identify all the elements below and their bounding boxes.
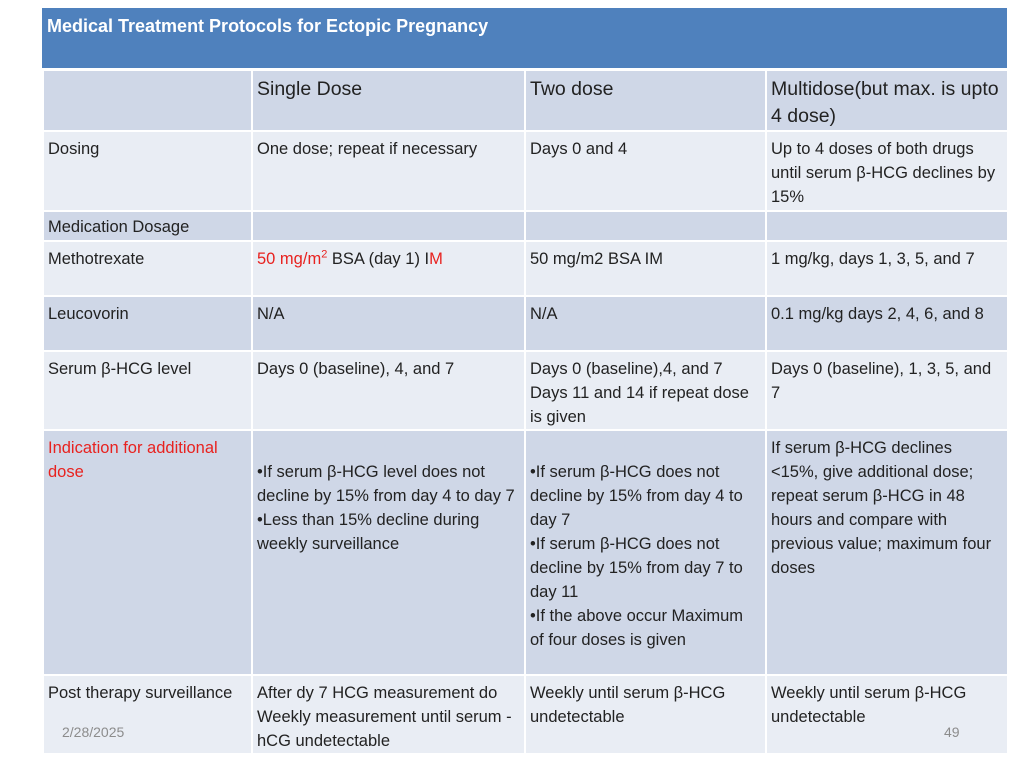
- header-two-dose: Two dose: [525, 70, 766, 131]
- cell-single: After dy 7 HCG measurement do Weekly measurement until serum -hCG undetectable: [252, 675, 525, 754]
- cell-single: [252, 241, 525, 296]
- dose-highlight: 50 mg/m: [257, 250, 322, 268]
- row-label: Dosing: [43, 131, 252, 211]
- header-multidose: Multidose(but max. is upto 4 dose): [766, 70, 1008, 131]
- list-item: •Less than 15% decline during weekly surveillance: [257, 511, 480, 553]
- header-single-dose: Single Dose: [252, 70, 525, 131]
- slide-title: Medical Treatment Protocols for Ectopic Pregnancy: [42, 8, 1007, 68]
- cell-empty: [766, 211, 1008, 241]
- cell-multi: Days 0 (baseline), 1, 3, 5, and 7: [766, 351, 1008, 430]
- cell-multi: Weekly until serum β-HCG undetectable: [766, 675, 1008, 754]
- row-label: Methotrexate: [43, 241, 252, 296]
- cell-single: N/A: [252, 296, 525, 351]
- row-label: Serum β-HCG level: [43, 351, 252, 430]
- cell-single: [252, 430, 525, 675]
- table-row-serum: [43, 351, 1008, 430]
- cell-two: N/A: [525, 296, 766, 351]
- cell-two: Weekly until serum β-HCG undetectable: [525, 675, 766, 754]
- row-label: Medication Dosage: [43, 211, 252, 241]
- row-label: Post therapy surveillance: [43, 675, 252, 754]
- list-item: •If serum β-HCG does not decline by 15% from day 7 to day 11: [530, 535, 743, 601]
- row-label: Leucovorin: [43, 296, 252, 351]
- page-number: 49: [944, 724, 960, 740]
- cell-two: 50 mg/m2 BSA IM: [525, 241, 766, 296]
- header-cell-empty: [43, 70, 252, 131]
- table-row-dosing: [43, 131, 1008, 211]
- cell-two: Days 0 and 4: [525, 131, 766, 211]
- cell-multi: If serum β-HCG declines <15%, give additional dose; repeat serum β-HCG in 48 hours and compare with previous value; maximum four doses: [766, 430, 1008, 675]
- cell-single: One dose; repeat if necessary: [252, 131, 525, 211]
- cell-empty: [525, 211, 766, 241]
- dose-text: BSA (day 1) I: [327, 250, 430, 268]
- cell-empty: [252, 211, 525, 241]
- cell-multi: 1 mg/kg, days 1, 3, 5, and 7: [766, 241, 1008, 296]
- list-item: •If serum β-HCG does not decline by 15% from day 4 to day 7: [530, 463, 743, 529]
- cell-two: Days 0 (baseline),4, and 7 Days 11 and 14 if repeat dose is given: [525, 351, 766, 430]
- table-row-leucovorin: [43, 296, 1008, 351]
- slide-date: 2/28/2025: [62, 724, 125, 740]
- row-label: Indication for additional dose: [43, 430, 252, 675]
- dose-superscript: 2: [321, 248, 328, 261]
- cell-multi: 0.1 mg/kg days 2, 4, 6, and 8: [766, 296, 1008, 351]
- cell-multi: Up to 4 doses of both drugs until serum β-HCG declines by 15%: [766, 131, 1008, 211]
- table-row-methotrexate: [43, 241, 1008, 296]
- table-row-post-therapy: [43, 675, 1008, 754]
- table-row-indication: [43, 430, 1008, 675]
- cell-two: [525, 430, 766, 675]
- route-highlight: M: [429, 250, 443, 268]
- protocol-table: [42, 69, 1009, 755]
- table-row-medication-dosage: [43, 211, 1008, 241]
- table-header-row: [43, 70, 1008, 131]
- list-item: •If serum β-HCG level does not decline by 15% from day 4 to day 7: [257, 463, 515, 505]
- list-item: •If the above occur Maximum of four doses is given: [530, 607, 744, 649]
- cell-single: Days 0 (baseline), 4, and 7: [252, 351, 525, 430]
